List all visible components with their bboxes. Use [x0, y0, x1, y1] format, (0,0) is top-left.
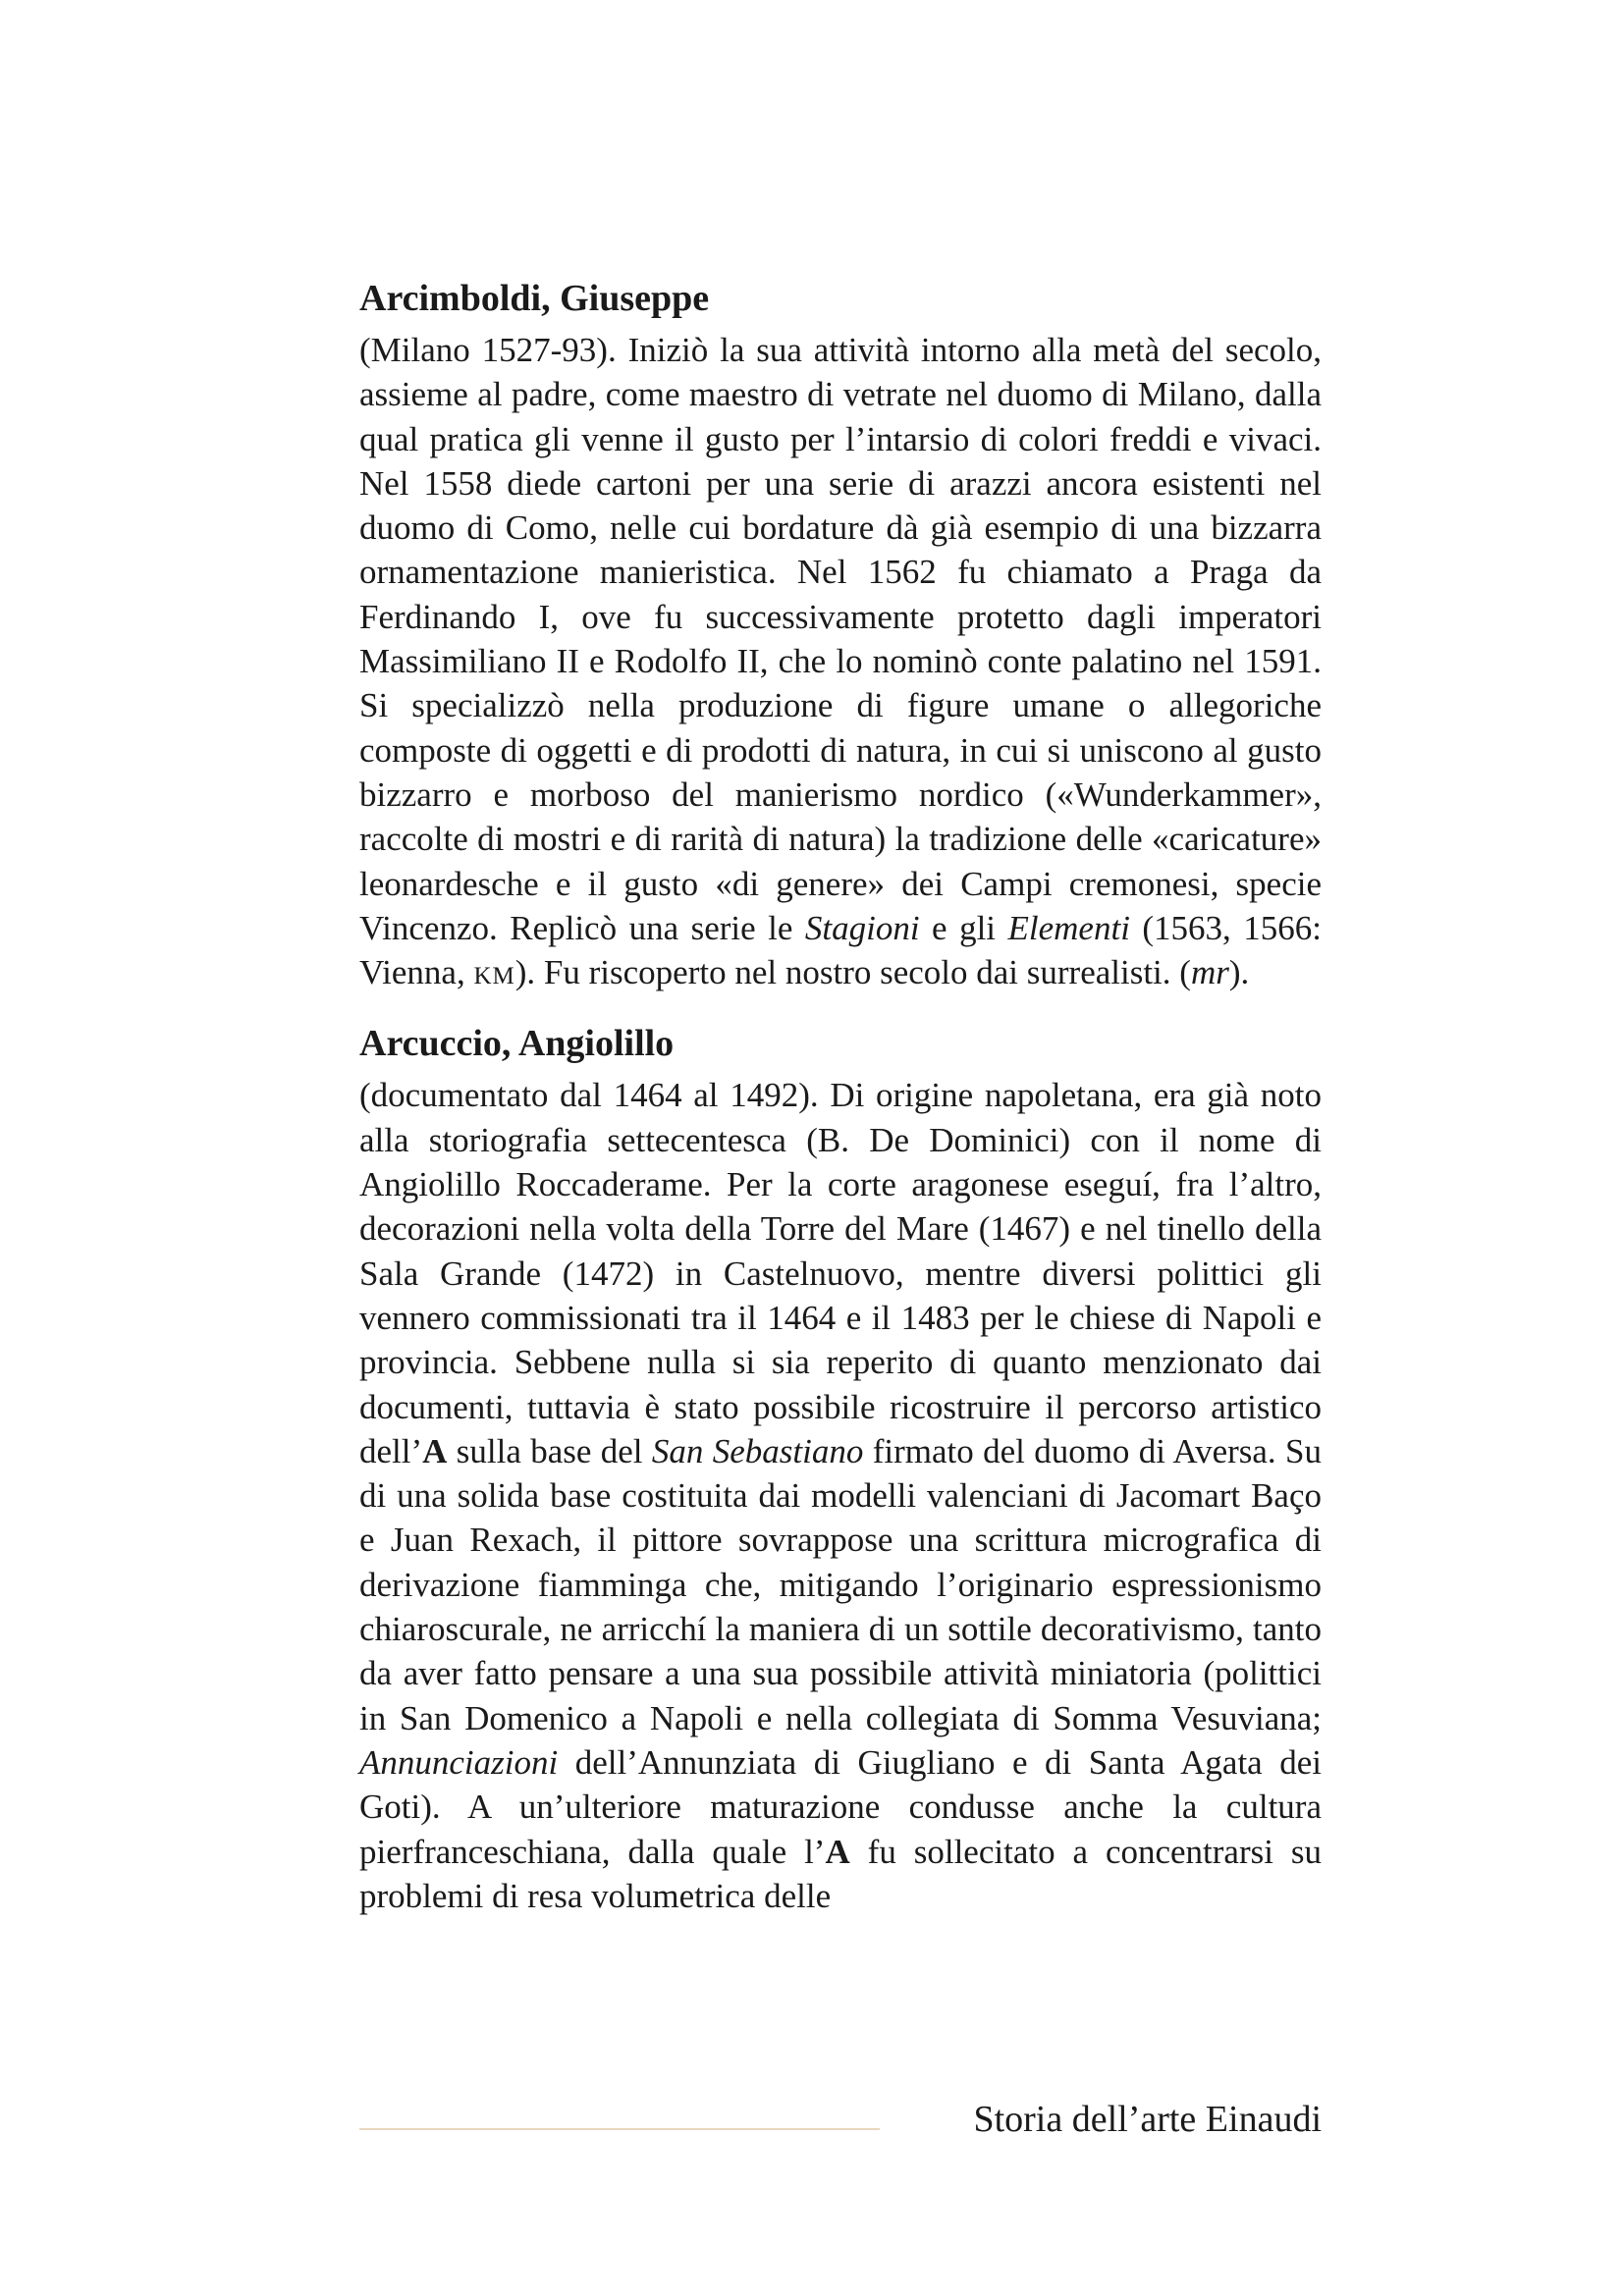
footer-publisher-text: Storia dell’arte Einaudi [973, 2099, 1322, 2140]
italic-text: San Sebastiano [651, 1431, 864, 1470]
bold-text: A [422, 1431, 448, 1470]
body-text: firmato del duomo di Aversa. Su di una solida base costituita dai modelli valenciani di Jacomart Baço e Juan Rexach, il pittore sovrappose una scrittura micrografica di derivazione fiamminga che, mitigando l’originario espressionismo chiaroscurale, ne arricchí la maniera di un sottile decorativismo, tanto da aver fatto pensare a una sua possibile attività miniatoria (polittici in San Domenico a Napoli e nella collegiata di Somma Vesuviana; [359, 1431, 1322, 1737]
entry-arcuccio [359, 1020, 1322, 1918]
smallcaps-text: km [473, 953, 515, 992]
body-text: sulla base del [447, 1431, 652, 1470]
page-content [359, 275, 1322, 1944]
body-text: fu sollecitato a concentrarsi su problemi di resa volumetrica delle [359, 1832, 1322, 1915]
entry-title: Arcuccio, Angiolillo [359, 1023, 675, 1065]
entry-body [359, 1073, 1322, 1918]
entry-arcimboldi [359, 275, 1322, 994]
body-text: (Milano 1527-93). Iniziò la sua attività intorno alla metà del secolo, assieme al padre, come maestro di vetrate nel duomo di Milano, dalla qual pratica gli venne il gusto per l’intarsio di colori freddi e vivaci. Nel 1558 diede cartoni per una serie di arazzi ancora esistenti nel duomo di Como, nelle cui bordature dà già esempio di una bizzarra ornamentazione manieristica. Nel 1562 fu chiamato a Praga da Ferdinando I, ove fu successivamente protetto dagli imperatori Massimiliano II e Rodolfo II, che lo nominò conte palatino nel 1591. Si specializzò nella produzione di figure umane o allegoriche composte di oggetti e di prodotti di natura, in cui si uniscono al gusto bizzarro e morboso del manierismo nordico («Wunderkammer», raccolte di mostri e di rarità di natura) la tradizione delle «caricature» leonardesche e il gusto «di genere» dei Campi cremonesi, specie Vincenzo. Replicò una serie le [359, 331, 1322, 947]
italic-text: Annunciazioni [359, 1742, 559, 1782]
body-text: (1563, 1566: Vienna, [359, 908, 1323, 992]
body-text: e gli [919, 908, 1008, 947]
italic-text: Elementi [1007, 908, 1130, 947]
body-text: dell’Annunziata di Giugliano e di Santa Agata dei Goti). A un’ulteriore maturazione condusse anche la cultura pierfranceschiana, dalla quale l’ [359, 1742, 1322, 1871]
body-text: ). [1228, 953, 1250, 992]
italic-text: mr [1190, 953, 1229, 992]
bold-text: A [825, 1832, 850, 1871]
footer-rule [359, 2128, 880, 2130]
body-text: ). Fu riscoperto nel nostro secolo dai surrealisti. ( [514, 953, 1191, 992]
entry-body [359, 328, 1322, 994]
entry-title: Arcimboldi, Giuseppe [359, 278, 710, 319]
italic-text: Stagioni [804, 908, 920, 947]
page-footer [359, 2096, 1322, 2145]
body-text: (documentato dal 1464 al 1492). Di origine napoletana, era già noto alla storiografia settecentesca (B. De Dominici) con il nome di Angiolillo Roccaderame. Per la corte aragonese eseguí, fra l’altro, decorazioni nella volta della Torre del Mare (1467) e nel tinello della Sala Grande (1472) in Castelnuovo, mentre diversi polittici gli vennero commissionati tra il 1464 e il 1483 per le chiese di Napoli e provincia. Sebbene nulla si sia reperito di quanto menzionato dai documenti, tuttavia è stato possibile ricostruire il percorso artistico dell’ [359, 1076, 1322, 1470]
